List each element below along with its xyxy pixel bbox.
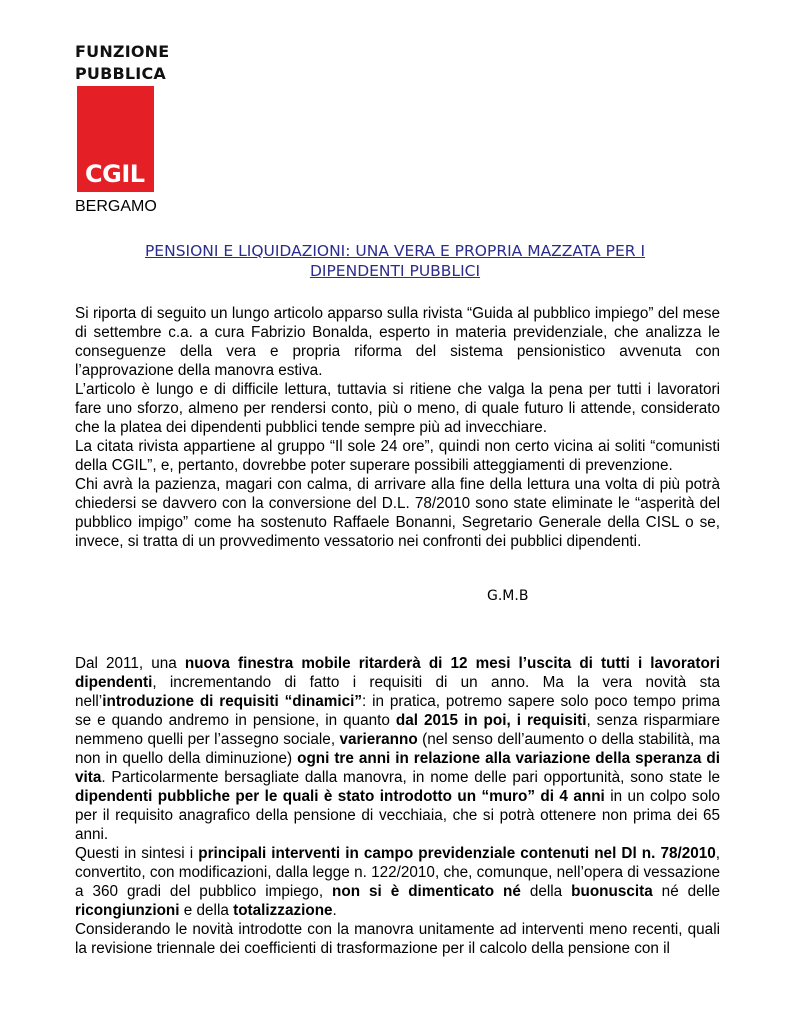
article-paragraph-2 xyxy=(75,844,720,920)
bold-run: dal 2015 in poi, i requisiti xyxy=(395,712,587,729)
text-run: , convertito, con modificazioni, dalla legge n. 122/2010, che, comunque, nell’opera di vessazione a 360 gradi del pubblico impiego, xyxy=(75,845,720,900)
article-body xyxy=(75,654,720,958)
article-paragraph-3: Considerando le novità introdotte con la manovra unitamente ad interventi meno recenti, quali la revisione triennale dei coefficienti di trasformazione per il calcolo della pensione con il xyxy=(75,921,720,957)
bold-run: varieranno xyxy=(339,731,418,748)
intro-paragraph-1: Si riporta di seguito un lungo articolo apparso sulla rivista “Guida al pubblico impiego” del mese di settembre c.a. a cura Fabrizio Bonalda, esperto in materia previdenziale, che analizza le conseguenze della vera e propria riforma del sistema pensionistico avvenuta con l’approvazione della manovra estiva. xyxy=(75,305,720,379)
text-run: Questi in sintesi i xyxy=(75,845,199,862)
intro-section xyxy=(75,304,720,551)
intro-paragraph-3: La citata rivista appartiene al gruppo “Il sole 24 ore”, quindi non certo vicina ai soliti “comunisti della CGIL”, e, pertanto, dovrebbe poter superare possibili atteggiamenti di prevenzione. xyxy=(75,438,720,474)
text-run: della xyxy=(520,883,572,900)
text-run: Dal 2011, una xyxy=(75,655,185,672)
text-run: (nel senso dell’aumento o della stabilità, ma non in quello della diminuzione) xyxy=(75,731,720,767)
signature: G.M.B xyxy=(487,588,529,604)
bold-run: buonuscita xyxy=(571,883,653,900)
logo-line-2: PUBBLICA xyxy=(75,64,166,83)
article-paragraph-1 xyxy=(75,654,720,844)
bold-run: totalizzazione xyxy=(233,902,333,919)
bold-run: non si è dimenticato né xyxy=(332,883,521,900)
text-run: e della xyxy=(179,902,234,919)
logo-red-box xyxy=(77,86,154,192)
intro-paragraph-2: L’articolo è lungo e di difficile lettura, tuttavia si ritiene che valga la pena per tutti i lavoratori fare uno sforzo, almeno per rendersi conto, più o meno, di quale futuro li attende, considerato che la platea dei dipendenti pubblici tende sempre più ad invecchiare. xyxy=(75,381,720,436)
city-label: BERGAMO xyxy=(75,198,157,215)
bold-run: ricongiunzioni xyxy=(75,902,180,919)
bold-run: introduzione di requisiti “dinamici” xyxy=(102,693,362,710)
text-run: in un colpo solo per il requisito anagrafico della pensione di vecchiaia, che si potrà ottenere non prima dei 65 anni. xyxy=(75,788,720,843)
text-run: né delle xyxy=(652,883,720,900)
text-run: , incrementando di fatto i requisiti di un anno. Ma la vera novità sta nell’ xyxy=(75,674,720,710)
fp-cgil-logo xyxy=(75,41,170,188)
text-run: . Particolarmente bersagliate dalla manovra, in nome delle pari opportunità, sono state le xyxy=(101,769,720,786)
document-title: PENSIONI E LIQUIDAZIONI: UNA VERA E PROPRIA MAZZATA PER I DIPENDENTI PUBBLICI xyxy=(144,242,646,280)
intro-paragraph-4: Chi avrà la pazienza, magari con calma, di arrivare alla fine della lettura una volta di più potrà chiedersi se davvero con la conversione del D.L. 78/2010 sono state eliminate le “asperità del pubblico impigo” come ha sostenuto Raffaele Bonanni, Segretario Generale della CISL o se, invece, si tratta di un provvedimento vessatorio nei confronti dei pubblici dipendenti. xyxy=(75,476,720,550)
logo-cgil-mark: CGIL xyxy=(85,160,145,188)
text-run: , senza risparmiare nemmeno quelli per l’assegno sociale, xyxy=(75,712,720,748)
text-run: . xyxy=(332,902,337,919)
bold-run: dipendenti pubbliche per le quali è stato introdotto un “muro” di 4 anni xyxy=(75,788,605,805)
text-run: : in pratica, potremo sapere solo poco tempo prima se e quando andremo in pensione, in quanto xyxy=(75,693,720,729)
bold-run: principali interventi in campo previdenziale contenuti nel Dl n. 78/2010 xyxy=(198,845,716,862)
bold-run: ogni tre anni in relazione alla variazione della speranza di vita xyxy=(75,750,720,786)
bold-run: nuova finestra mobile ritarderà di 12 mesi l’uscita di tutti i lavoratori dipendenti xyxy=(75,655,720,691)
logo-line-1: FUNZIONE xyxy=(75,42,170,61)
